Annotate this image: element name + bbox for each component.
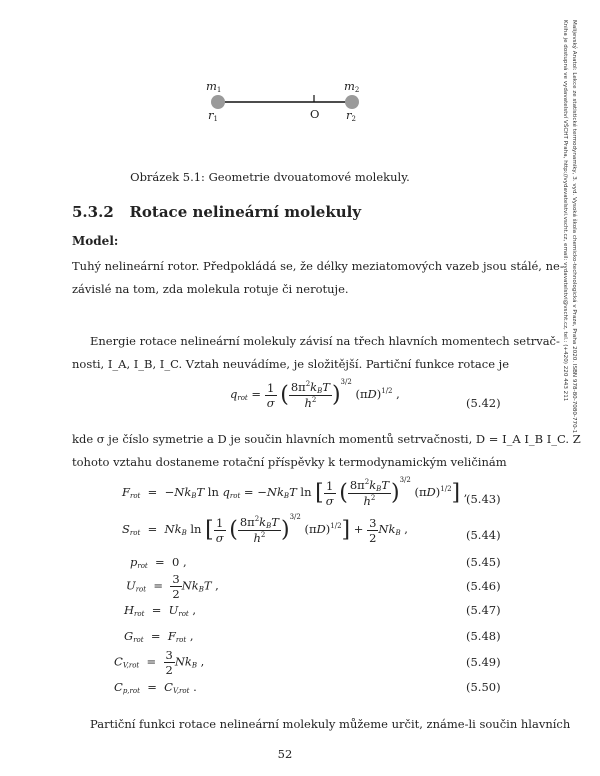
section-heading: [72, 203, 361, 221]
label-origin: O: [310, 107, 320, 121]
section-number: 5.3.2: [72, 203, 114, 221]
figure-caption: Obrázek 5.1: Geometrie dvouatomové molekuly.: [130, 170, 410, 184]
equation-number-5-44: (5.44): [466, 528, 501, 542]
equation-number-5-43: (5.43): [466, 492, 501, 506]
paragraph-1-line-1: Tuhý nelineární rotor. Předpokládá se, že délky meziatomových vazeb jsou stálé, ne-: [72, 259, 564, 273]
paragraph-1-line-2: závislé na tom, zda molekula rotuje či nerotuje.: [72, 282, 349, 296]
last-paragraph-line: Partiční funkci rotace nelineární molekuly můžeme určit, známe-li součin hlavních: [90, 717, 571, 731]
equation-number-5-42: (5.42): [466, 396, 501, 410]
atom-1: [211, 95, 225, 109]
side-note: [538, 20, 588, 620]
equation-5-45: $p_{rot} = 0$ ,: [130, 555, 187, 570]
label-r1: $r_1$: [208, 108, 218, 123]
equation-5-49: $C_{V,rot}$ = $\frac{3}{2}$ $Nk_B$ ,: [114, 648, 205, 677]
equation-number-5-49: (5.49): [466, 655, 501, 669]
page-number: 52: [277, 747, 293, 761]
equation-number-5-47: (5.47): [466, 603, 501, 617]
equation-5-47: $H_{rot} = U_{rot}$ ,: [124, 603, 197, 618]
side-note-line-2: Kniha je dostupná ve vydavatelství VŠCHT Praha, http://vydavatelstvi.vscht.cz, email: vydavatelstvi@vscht.cz, tel.: (+420) 220 443 211: [562, 20, 568, 402]
paragraph-2-line-1: Energie rotace nelineární molekuly závisí na třech hlavních momentech setrvač-: [90, 334, 560, 348]
equation-number-5-50: (5.50): [466, 680, 501, 694]
model-heading: Model:: [72, 234, 119, 248]
equation-number-5-46: (5.46): [466, 579, 501, 593]
equation-5-46: $U_{rot}$ = $\frac{3}{2}$ $Nk_BT$ ,: [126, 572, 219, 601]
equation-number-5-48: (5.48): [466, 629, 501, 643]
equation-5-44: $S_{rot} = Nk_B$ ln [ $\frac{1}{\sigma}$ ( $\frac{8\pi^2k_BT}{h^2}$ )$^{3/2}$ $(\pi D)^{1/2}$] + $\frac{3}{2}$ $Nk_B$ ,: [122, 513, 408, 545]
equation-5-48: $G_{rot} = F_{rot}$ ,: [124, 629, 194, 644]
side-note-line-1: Malijevský Anatol: Lekce ze statistické termodynamiky, 3. vyd. Vysoká škola chemicko-technologická v Praze, Praha 2020. ISBN 978-80-7080-770-1: [571, 20, 577, 434]
label-m2: $m_2$: [344, 79, 360, 94]
label-m1: $m_1$: [206, 79, 222, 94]
paragraph-3-line-1: kde σ je číslo symetrie a D je součin hlavních momentů setrvačnosti, D = I_A I_B I_C. Z: [72, 432, 581, 446]
atom-2: [345, 95, 359, 109]
equation-5-50: $C_{p,rot} = C_{V,rot}$ .: [114, 680, 197, 695]
paragraph-3-line-2: tohoto vztahu dostaneme rotační příspěvky k termodynamickým veličinám: [72, 455, 507, 469]
section-title: Rotace nelineární molekuly: [129, 203, 362, 221]
equation-5-42: $q_{rot}$ = $\frac{1}{\sigma}$ ( $\frac{8\pi^2k_BT}{h^2}$ )$^{3/2}$ $(\pi D)^{1/2}$ ,: [230, 378, 400, 410]
equation-5-43: $F_{rot} = -Nk_BT$ $\ln q_{rot} = -Nk_BT$ ln [ $\frac{1}{\sigma}$ ( $\frac{8\pi^2k_BT}{h^2}$ )$^{3/2}$ $(\pi D)^{1/2}$] ,: [122, 476, 468, 508]
paragraph-2-line-2: nosti, I_A, I_B, I_C. Vztah neuvádíme, je složitější. Partiční funkce rotace je: [72, 357, 510, 371]
label-r2: $r_2$: [346, 108, 356, 123]
equation-number-5-45: (5.45): [466, 555, 501, 569]
